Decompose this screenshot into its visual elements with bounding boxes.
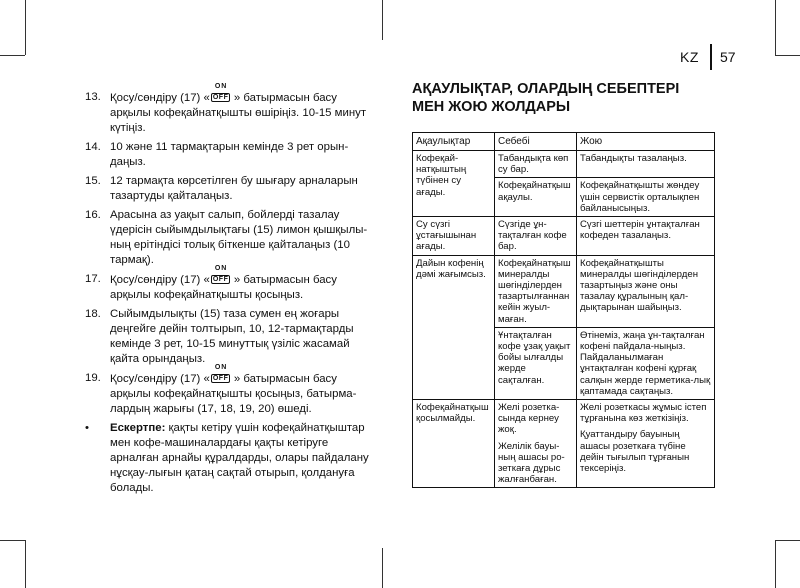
fix-cell: Кофеқайнатқышты минералды шөгінділерден тазартыңыз және оны тазалау құралының қал-дықтарынан шайыңыз. [577,255,715,327]
step-number: 15. [85,175,101,187]
problem-cell: Кофеқайнатқыш қосылмайды. [413,400,495,488]
descaling-steps [85,83,375,496]
crop-mark [382,0,383,40]
step-item [85,174,375,204]
step-item: 19. Қосу/сөндіру (17) « ON OFF » батырмасын басу арқылы кофеқайнатқышты қосыңыз, батырма-лардың жарығы (17, 18, 19, 20) өшеді. [85,364,357,415]
step-number: 13. [85,91,101,103]
step-text: 12 тармақта көрсетілген бу шығару арналарын тазартуды қайталаңыз. [110,175,358,202]
crop-mark [382,548,383,588]
step-item: 13. Қосу/сөндіру (17) « ON OFF » батырмасын басу арқылы кофеқайнатқышты өшіріңіз. 10-15 минут күтіңіз. [85,83,367,134]
crop-mark [775,0,776,55]
cause-cell: Сүзгіде ұн-тақталған кофе бар. [495,217,577,256]
page-number: 57 [720,49,736,65]
section-title: АҚАУЛЫҚТАР, ОЛАРДЫҢ СЕБЕПТЕРІ МЕН ЖОЮ ЖОЛДАРЫ [412,81,680,115]
cause-cell: Кофеқайнатқыш минералды шөгінділерден тазартылғаннан кейін жуыл-маған. [495,255,577,327]
cause-text: Желі розетка-сында кернеу жоқ. [498,402,560,436]
step-item: 17. Қосу/сөндіру (17) « ON OFF » батырмасын басу арқылы кофеқайнатқышты қосыңыз. [85,265,337,301]
table-row [413,217,715,256]
crop-mark [25,0,26,55]
fix-cell [577,400,715,488]
on-off-button-icon: ON OFF [212,364,229,382]
step-text: Сыйымдылықты (15) таза сумен ең жоғары деңгейге дейін толтырып, 10, 12-тармақтарды кемінде 3 рет, 10-15 минуттық үзіліс жасамай қайта орындаңыз. [110,308,354,365]
language-code: KZ [680,49,699,65]
column-header: Себебі [495,133,577,151]
troubleshooting-table [412,132,715,488]
step-number: 19. [85,372,101,384]
step-text: 10 және 11 тармақтарын кемінде 3 рет орын-даңыз. [110,141,349,168]
cause-cell: Ұнтақталған кофе ұзақ уақыт бойы ылғалды жерде сақталған. [495,327,577,399]
step-number: 18. [85,308,101,320]
troubleshooting-section [412,80,714,488]
column-header: Ақаулықтар [413,133,495,151]
table-row [413,400,715,488]
step-item [85,140,375,170]
step-number: 16. [85,209,101,221]
problem-cell: Су сүзгі ұстағышынан ағады. [413,217,495,256]
step-number: 14. [85,141,101,153]
crop-mark [25,540,26,588]
fix-cell: Сүзгі шеттерін ұнтақталған кофеден тазалаңыз. [577,217,715,256]
note-text: қақты кетіру үшін кофеқайнатқыштар мен кофе-машиналардағы қақты кетіруге арналған арнайы құралдарды, олары пайдалану нұсқау-лығын қатаң сақтай отырып, қолдануға болады. [110,422,369,494]
crop-mark [0,540,25,541]
on-off-button-icon: ON OFF [212,83,229,101]
fix-cell: Табандықты тазалаңыз. [577,151,715,178]
problem-cell: Дайын кофенің дәмі жағымсыз. [413,255,495,399]
step-text: Арасына аз уақыт салып, бойлерді тазалау үдерісін сыйымдылықтағы (15) лимон қышқылы-ның ерітіндісі толық біткенше қайталаңыз (10 тармақ). [110,209,368,266]
fix-text: Желі розеткасы жұмыс істеп тұрғанына көз жеткізіңіз. [580,402,707,425]
on-off-button-icon: ON OFF [212,265,229,283]
cause-text: Желілік бауы-ның ашасы ро-зеткаға дұрыс жалғанбаған. [498,440,565,486]
fix-cell: Кофеқайнатқышты жөндеу үшін сервистік орталықпен байланысыңыз. [577,178,715,217]
table-row [413,151,715,178]
note-item [85,421,375,496]
note-label: Ескертпе: [110,422,166,434]
problem-cell: Кофеқай-натқыштың түбінен су ағады. [413,151,495,217]
crop-mark [775,55,800,56]
step-item [85,208,375,268]
table-header-row [413,133,715,151]
column-header: Жою [577,133,715,151]
crop-mark [775,540,776,588]
cause-cell: Табандықта көп су бар. [495,151,577,178]
step-number: 17. [85,273,101,285]
step-item [85,307,375,367]
fix-cell: Өтінеміз, жаңа ұн-тақталған кофені пайдала-ныңыз. Пайдаланылмаған ұнтақталған кофені құрғақ салқын жерде герметика-лық қаптамада сақтаңыз. [577,327,715,399]
fix-text: Қуаттандыру бауының ашасы розеткаға түбіне дейін тығылып тұрғанын тексеріңіз. [580,429,690,475]
header-divider [710,44,712,70]
cause-cell [495,400,577,488]
table-row [413,255,715,327]
cause-cell: Кофеқайнатқыш ақаулы. [495,178,577,217]
crop-mark [0,55,25,56]
bullet-icon: • [85,422,89,434]
crop-mark [775,540,800,541]
